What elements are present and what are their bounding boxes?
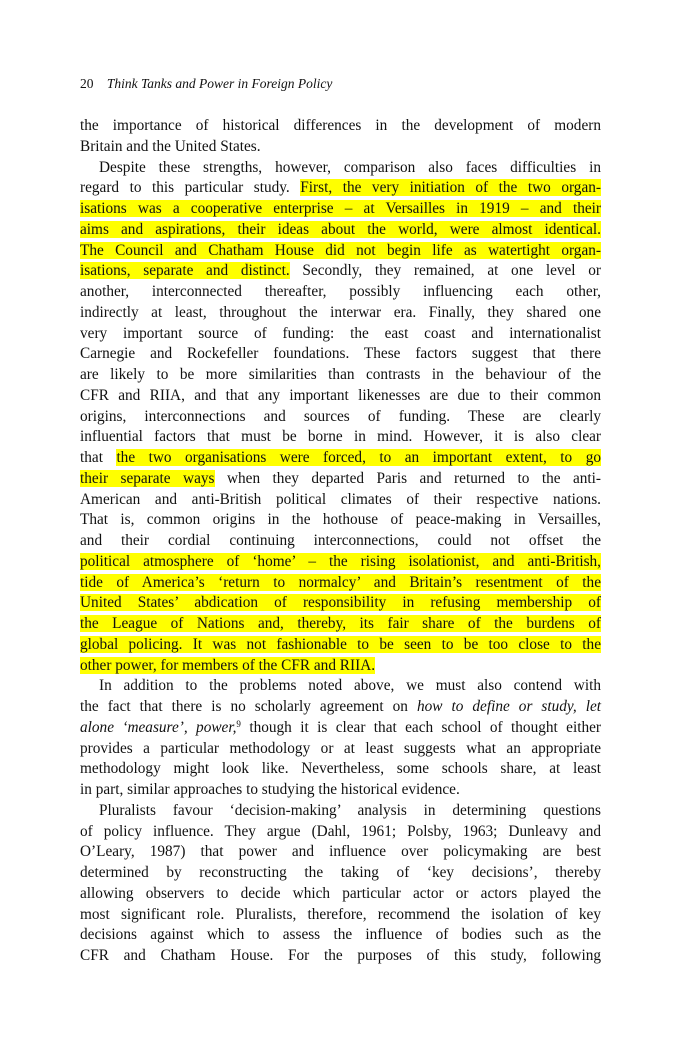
text-line: In addition to the problems noted above, we must also contend with [99, 677, 601, 695]
text-line [80, 656, 601, 677]
highlighted-text: the League of Nations and, thereby, its fair share of the burdens of [80, 615, 601, 632]
text-line: American and anti-British political climates of their respective nations. [80, 490, 601, 508]
text-line: in part, similar approaches to studying the historical evidence. [80, 781, 460, 798]
text-line: indirectly at least, throughout the interwar era. Finally, they shared one [80, 303, 601, 321]
text-line: origins, interconnections and sources of funding. These are clearly [80, 407, 601, 425]
highlighted-text: their separate ways [80, 469, 215, 487]
text-segment: Secondly, they remained, at one level or [302, 262, 601, 280]
text-line: most significant role. Pluralists, therefore, recommend the isolation of key [80, 905, 601, 923]
highlighted-text: isations, separate and distinct. [80, 262, 290, 280]
highlighted-text: tide of America’s ‘return to normalcy’ and Britain’s resentment of the [80, 573, 601, 591]
highlighted-text: aims and aspirations, their ideas about the world, were almost identical. [80, 220, 601, 238]
text-line [80, 220, 601, 241]
text-line: allowing observers to decide which particular actor or actors played the [80, 884, 601, 902]
text-line: Carnegie and Rockefeller foundations. These factors suggest that there [80, 345, 601, 363]
text-line [80, 552, 601, 573]
text-line [80, 718, 601, 739]
text-line: of policy influence. They argue (Dahl, 1961; Polsby, 1963; Dunleavy and [80, 822, 601, 840]
highlighted-text: other power, for members of the CFR and RIIA. [80, 656, 376, 674]
highlighted-text: United States’ abdication of responsibility in refusing membership of [80, 594, 601, 612]
highlighted-text: First, the very initiation of the two organ- [300, 179, 601, 197]
running-title: Think Tanks and Power in Foreign Policy [106, 76, 333, 91]
text-line: Pluralists favour ‘decision-making’ analysis in determining questions [99, 801, 601, 819]
text-line: very important source of funding: the east coast and internationalist [80, 324, 601, 342]
text-line: and their cordial continuing interconnections, could not offset the [80, 532, 601, 549]
text-segment: though it is clear that each school of thought either [240, 718, 601, 736]
text-line: Despite these strengths, however, comparison also faces difficulties in [99, 158, 601, 176]
body-text [80, 116, 601, 967]
highlighted-text: global policing. It was not fashionable to be seen to be too close to the [80, 635, 601, 653]
text-line [80, 199, 601, 220]
text-line [80, 261, 601, 282]
text-line [80, 178, 601, 199]
footnote-marker: 9 [236, 718, 241, 729]
text-line [80, 593, 601, 614]
text-line [80, 614, 601, 635]
text-line: are likely to be more similarities than contrasts in the behaviour of the [80, 366, 601, 383]
highlighted-text: isations was a cooperative enterprise – at Versailles in 1919 – and their [80, 200, 601, 217]
italic-phrase: alone ‘measure’, power, [80, 718, 237, 736]
italic-phrase: how to define or study, let [416, 698, 602, 715]
highlighted-text: the two organisations were forced, to an important extent, to go [116, 449, 601, 466]
text-segment: the fact that there is no scholarly agreement on [80, 698, 408, 715]
text-segment: that [80, 449, 103, 466]
text-line [80, 697, 601, 718]
running-header [80, 76, 332, 92]
text-line [80, 635, 601, 656]
highlighted-text: political atmosphere of ‘home’ – the rising isolationist, and anti-British, [80, 552, 601, 570]
text-line: influential factors that must be borne in mind. However, it is also clear [80, 428, 601, 446]
text-line: provides a particular methodology or at least suggests what an appropriate [80, 739, 601, 757]
text-line: methodology might look like. Nevertheless, some schools share, at least [80, 760, 601, 778]
text-line: O’Leary, 1987) that power and influence over policymaking are best [80, 843, 601, 861]
text-line: determined by reconstructing the taking of ‘key decisions’, thereby [80, 864, 601, 881]
text-line: CFR and RIIA, and that any important likenesses are due to their common [80, 386, 601, 404]
text-line [80, 573, 601, 594]
highlighted-text: The Council and Chatham House did not begin life as watertight organ- [80, 241, 601, 259]
text-segment: when they departed Paris and returned to the anti- [226, 469, 602, 487]
text-line: decisions against which to assess the influence of bodies such as the [80, 926, 601, 944]
text-line [80, 241, 601, 262]
text-segment: regard to this particular study. [80, 179, 290, 197]
text-line [80, 448, 601, 469]
text-line: That is, common origins in the hothouse of peace-making in Versailles, [80, 511, 601, 529]
text-line: the importance of historical differences in the development of modern [80, 117, 601, 134]
text-line: another, interconnected thereafter, possibly influencing each other, [80, 283, 601, 300]
text-line: CFR and Chatham House. For the purposes of this study, following [80, 947, 601, 964]
page-number: 20 [80, 76, 94, 91]
text-line: Britain and the United States. [80, 137, 261, 155]
text-line [80, 469, 601, 490]
